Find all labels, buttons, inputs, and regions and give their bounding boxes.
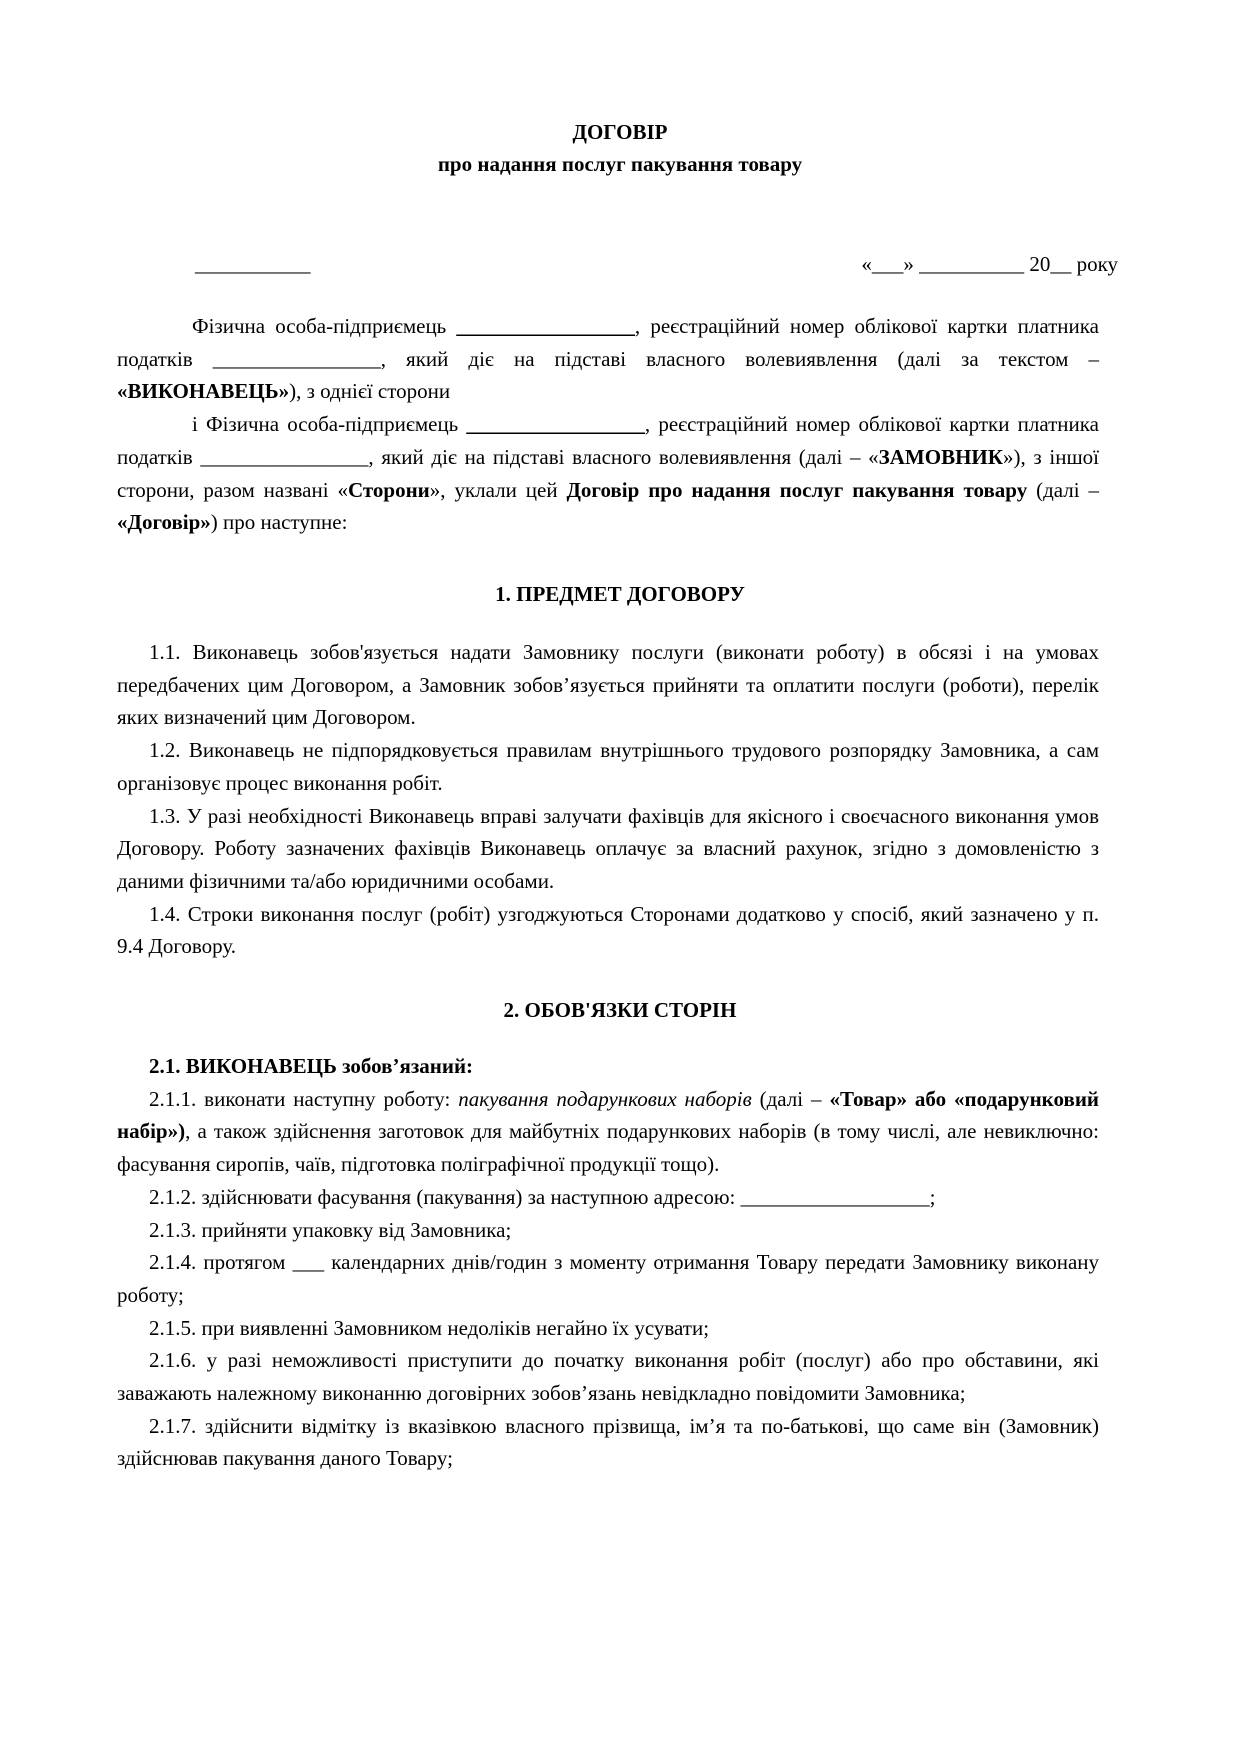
clause-2-1-4: 2.1.4. протягом ___ календарних днів/годин з моменту отримання Товару передати Замовнику виконану роботу; [117, 1250, 1099, 1307]
party-customer: ЗАМОВНИК [878, 444, 1003, 469]
text-run: , реєстраційний номер облікової картки платника податків ________________, який діє на підставі власного волевиявлення (далі – « [117, 412, 1099, 469]
text-run: 2.1.1. виконати наступну роботу: [149, 1086, 459, 1111]
text-run: ), з однієї сторони [289, 379, 451, 404]
clause-2-1-5: 2.1.5. при виявленні Замовником недоліків негайно їх усувати; [149, 1315, 710, 1340]
term-sides: Сторони [347, 477, 430, 502]
blank-name: _________________ [456, 314, 635, 338]
text-run: , а також здійснення заготовок для майбутніх подарункових наборів (в тому числі, але невиключно: фасування сиропів, чаїв, підготовка поліграфічної продукції тощо). [117, 1119, 1099, 1177]
service-name: пакування подарункових наборів [458, 1086, 752, 1111]
document-title: ДОГОВІР [572, 120, 668, 144]
clause-1-3: 1.3. У разі необхідності Виконавець вправі залучати фахівців для якісного і своєчасного виконання умов Договору. Роботу зазначених фахівців Виконавець оплачує за власний рахунок, згідно з домовленістю з даними фізичними та/або юридичними особами. [117, 803, 1099, 893]
text-run: і Фізична особа-підприємець [192, 412, 467, 437]
text-run: (далі – [751, 1086, 830, 1111]
text-run: ) про наступне: [210, 510, 348, 535]
document-subtitle: про надання послуг пакування товару [437, 152, 803, 176]
section-1-heading: 1. ПРЕДМЕТ ДОГОВОРУ [495, 582, 745, 606]
clause-2-1-7: 2.1.7. здійснити відмітку із вказівкою власного прізвища, ім’я та по-батькові, що саме він (Замовник) здійснював пакування даного Товару; [117, 1413, 1099, 1471]
clause-2-1-6: 2.1.6. у разі неможливості приступити до початку виконання робіт (послуг) або про обставини, які заважають належному виконанню договірних зобов’язань невідкладно повідомити Замовника; [117, 1348, 1099, 1406]
section-2-body [117, 1050, 1099, 1475]
text-run: Фізична особа-підприємець [192, 314, 457, 338]
clause-2-1-1 [117, 1083, 1099, 1181]
blank-name: _________________ [466, 412, 645, 437]
clause-1-1: 1.1. Виконавець зобов'язується надати Замовнику послуги (виконати роботу) в обсязі і на умовах передбачених цим Договором, а Замовник зобов’язується прийняти та оплатити послуги (роботи), перелік яких визначений цим Договором. [117, 640, 1099, 730]
subsection-2-1-heading: 2.1. ВИКОНАВЕЦЬ зобов’язаний: [149, 1054, 474, 1078]
date-line: «___» __________ 20__ року [861, 252, 1118, 276]
text-run: », уклали цей [429, 477, 567, 502]
text-run: (далі – [1027, 477, 1100, 502]
term-goods: «Товар» або «подарунковий набір») [117, 1086, 1100, 1144]
clause-2-1-3: 2.1.3. прийняти упаковку від Замовника; [149, 1217, 512, 1242]
clause-1-4: 1.4. Строки виконання послуг (робіт) узгоджуються Сторонами додатково у спосіб, який зазначено у п. 9.4 Договору. [117, 901, 1099, 959]
clause-1-2: 1.2. Виконавець не підпорядковується правилам внутрішнього трудового розпорядку Замовника, а сам організовує процес виконання робіт. [117, 738, 1099, 795]
term-contract-short: «Договір» [117, 510, 211, 535]
text-run: »), з іншої сторони, разом названі « [117, 444, 1099, 502]
party-executor: «ВИКОНАВЕЦЬ» [117, 379, 290, 404]
section-2-heading: 2. ОБОВ'ЯЗКИ СТОРІН [503, 998, 737, 1022]
preamble-paragraph-2 [117, 408, 1099, 539]
term-contract: Договір про надання послуг пакування товару [566, 477, 1028, 502]
text-run: , реєстраційний номер облікової картки платника податків ________________, який діє на підставі власного волевиявлення (далі за текстом – [117, 314, 1099, 371]
place-blank: ___________ [195, 252, 311, 276]
preamble [117, 310, 1099, 539]
clause-2-1-2: 2.1.2. здійснювати фасування (пакування) за наступною адресою: __________________; [149, 1184, 936, 1209]
preamble-paragraph-1 [117, 310, 1099, 408]
section-1-body [117, 636, 1099, 963]
